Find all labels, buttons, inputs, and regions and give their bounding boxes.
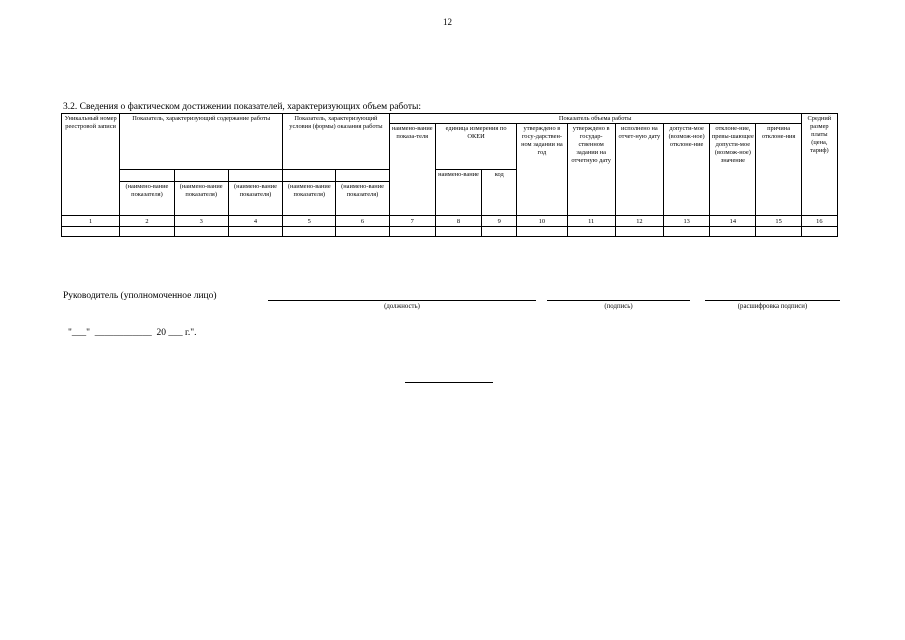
column-number: 7	[389, 216, 435, 227]
table-cell	[517, 227, 567, 237]
page-number: 12	[443, 17, 452, 27]
signature-caption: (подпись)	[604, 303, 633, 310]
column-number: 6	[336, 216, 389, 227]
column-number: 4	[228, 216, 282, 227]
column-number: 13	[664, 216, 710, 227]
column-number: 10	[517, 216, 567, 227]
header-unit-code: код	[482, 170, 517, 216]
table-cell	[389, 227, 435, 237]
conditions-indicator-name-1: (наимено-вание показателя)	[283, 182, 336, 216]
column-number: 14	[710, 216, 756, 227]
column-number: 16	[801, 216, 837, 227]
column-number: 1	[62, 216, 120, 227]
footer-rule	[405, 382, 493, 383]
column-number: 8	[435, 216, 481, 227]
content-sub-1-blank	[120, 170, 174, 182]
content-sub-2-blank	[174, 170, 228, 182]
header-executed: исполнено на отчет-ную дату	[615, 124, 663, 216]
table-cell	[615, 227, 663, 237]
table-cell	[283, 227, 336, 237]
volume-indicators-table	[61, 113, 838, 237]
column-number: 2	[120, 216, 174, 227]
table-cell	[567, 227, 615, 237]
content-sub-3-blank	[228, 170, 282, 182]
date-line: "___" ____________ 20 ___ г.".	[68, 328, 197, 338]
table-cell	[62, 227, 120, 237]
table-cell	[801, 227, 837, 237]
header-unit-name: наимено-вание	[435, 170, 481, 216]
header-content-indicator: Показатель, характеризующий содержание работы	[120, 114, 283, 170]
header-approved-year: утверждено в госу-дарствен-ном задании на год	[517, 124, 567, 216]
signature-label: Руководитель (уполномоченное лицо)	[63, 291, 217, 301]
section-title: 3.2. Сведения о фактическом достижении показателей, характеризующих объем работы:	[63, 102, 422, 112]
name-decoding-caption: (расшифровка подписи)	[737, 303, 808, 310]
header-volume-indicator: Показатель объема работы	[389, 114, 801, 124]
name-decoding-line	[705, 300, 840, 301]
table-cell	[435, 227, 481, 237]
table-cell	[336, 227, 389, 237]
conditions-sub-1-blank	[283, 170, 336, 182]
column-number: 11	[567, 216, 615, 227]
header-allowed-deviation: допусти-мое (возмож-ное) отклоне-ние	[664, 124, 710, 216]
header-deviation-reason: причина отклоне-ния	[756, 124, 801, 216]
content-indicator-name-3: (наимено-вание показателя)	[228, 182, 282, 216]
header-unit-okei: единица измерения по ОКЕИ	[435, 124, 516, 170]
column-number: 5	[283, 216, 336, 227]
table-cell	[120, 227, 174, 237]
content-indicator-name-1: (наимено-вание показателя)	[120, 182, 174, 216]
conditions-sub-2-blank	[336, 170, 389, 182]
header-approved-date: утверждено в государ-ственном задании на отчетную дату	[567, 124, 615, 216]
content-indicator-name-2: (наимено-вание показателя)	[174, 182, 228, 216]
header-conditions-indicator: Показатель, характеризующий условия (формы) оказания работы	[283, 114, 390, 170]
header-deviation-exceeding: отклоне-ние, превы-шающее допусти-мое (возмож-ное) значение	[710, 124, 756, 216]
conditions-indicator-name-2: (наимено-вание показателя)	[336, 182, 389, 216]
table-cell	[756, 227, 801, 237]
header-indicator-name: наимено-вание показа-теля	[389, 124, 435, 216]
table-cell	[482, 227, 517, 237]
header-unique-number: Уникальный номер реестровой записи	[62, 114, 120, 216]
table-cell	[228, 227, 282, 237]
signature-line	[547, 300, 690, 301]
position-signature-line	[268, 300, 536, 301]
table-cell	[174, 227, 228, 237]
table-cell	[664, 227, 710, 237]
column-number: 15	[756, 216, 801, 227]
column-number: 9	[482, 216, 517, 227]
table-cell	[710, 227, 756, 237]
table-row	[62, 227, 838, 237]
column-number: 12	[615, 216, 663, 227]
header-average-fee: Средний размер платы (цена, тариф)	[801, 114, 837, 216]
position-caption: (должность)	[384, 303, 420, 310]
column-number: 3	[174, 216, 228, 227]
